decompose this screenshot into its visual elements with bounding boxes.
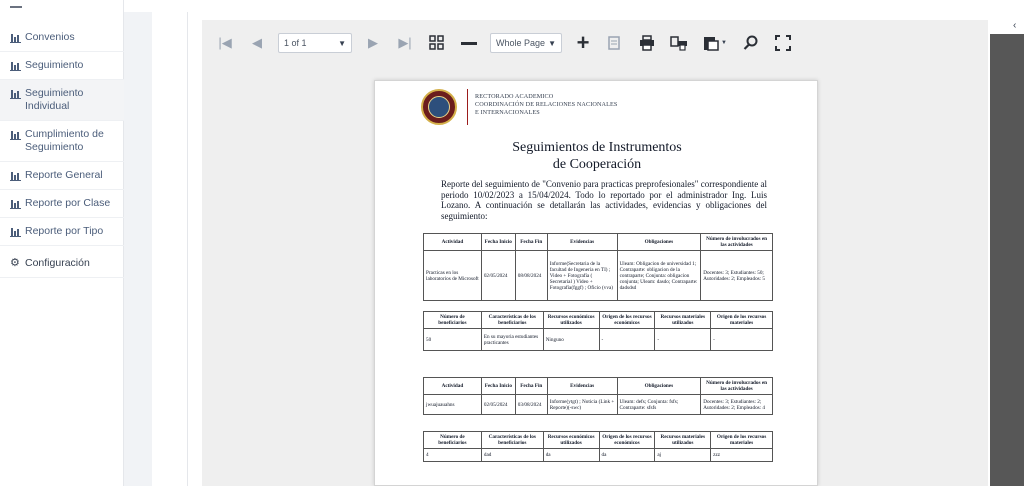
fullscreen-icon[interactable] (772, 32, 794, 54)
divider (187, 12, 188, 486)
document-title (375, 139, 819, 173)
menu-icon[interactable] (10, 6, 22, 8)
sidebar-item-reporte-tipo[interactable] (0, 218, 124, 246)
header-line: RECTORADO ACADEMICO (475, 93, 554, 100)
table-cell: da (599, 449, 655, 462)
bar-chart-icon (10, 170, 21, 181)
print-icon[interactable] (636, 32, 658, 54)
right-panel-header (990, 0, 1024, 34)
bar-chart-icon (10, 32, 21, 43)
table-cell: Uleam: Obligacion de universidad 1; Contraparte: obligacion de la contraparte; Conjunta: obligacion conjunta; Uleam: dasdo; Contraparte: dadsdsd (617, 251, 701, 301)
gear-icon: ⚙ (10, 257, 20, 269)
table-cell: Informe(Secretaria de la facultad de Ingeneria en TI) ; Video + Fotografía ( Secretarial ) Video + Fotografía(fggf) ; Oficio (vva) (547, 251, 617, 301)
sidebar-item-label: Seguimiento (25, 59, 84, 71)
column-header: Obligaciones (617, 378, 701, 395)
table-cell: jwuajuauahns (424, 395, 482, 415)
column-header: Número de beneficiarios (424, 432, 482, 449)
bar-chart-icon (10, 88, 21, 99)
column-header: Número de beneficiarios (424, 312, 482, 329)
sidebar-item-label: Seguimiento Individual (25, 87, 84, 112)
page-thumbnails-icon[interactable] (426, 32, 448, 54)
zoom-out-icon[interactable] (458, 32, 480, 54)
column-header: Evidencias (547, 234, 617, 251)
column-header: Origen de los recursos económicos (599, 312, 655, 329)
table-header-row (424, 234, 773, 251)
table-cell: Docentes: 3; Estudiantes: 50; Autoridades: 2; Empleados: 5 (701, 251, 773, 301)
column-header: Número de involucrados en las actividades (701, 378, 773, 395)
page-select[interactable] (278, 33, 352, 53)
title-line: Seguimientos de Instrumentos (512, 140, 682, 155)
sidebar-item-label: Configuración (25, 257, 90, 269)
beneficiaries-table (423, 431, 773, 462)
zoom-select-value: Whole Page (496, 38, 546, 48)
table-cell: 4 (424, 449, 482, 462)
header-line: COORDINACIÓN DE RELACIONES NACIONALES (475, 101, 618, 108)
table-cell: 02/05/2024 (481, 251, 515, 301)
table-header-row (424, 312, 773, 329)
column-header: Recursos económicos utilizados (543, 312, 599, 329)
sidebar-item-label: Reporte por Clase (25, 197, 111, 209)
column-header: Actividad (424, 234, 482, 251)
table-cell: zzz (711, 449, 773, 462)
sidebar-item-label: Reporte por Tipo (25, 225, 104, 237)
table-cell: En su mayoria estudiantes practicantes (481, 329, 543, 351)
sidebar-item-reporte-clase[interactable] (0, 190, 124, 218)
column-header: Fecha Inicio (481, 378, 515, 395)
zoom-in-icon[interactable]: + (576, 30, 590, 55)
column-header: Origen de los recursos económicos (599, 432, 655, 449)
sidebar-item-label: Convenios (25, 31, 75, 43)
last-page-icon[interactable]: ▶| (398, 35, 412, 50)
table-cell: Informe(ytgt) ; Noticia (Link + Reporte)(-swc) (547, 395, 617, 415)
first-page-icon[interactable]: |◀ (218, 35, 232, 50)
viewer-toolbar (202, 20, 988, 66)
table-header-row (424, 378, 773, 395)
column-header: Recursos materiales utilizados (655, 432, 711, 449)
sidebar-item-cumplimiento[interactable] (0, 121, 124, 162)
sidebar-item-seguimiento-individual[interactable] (0, 80, 124, 121)
table-row (424, 395, 773, 415)
title-line: de Cooperación (552, 157, 642, 172)
report-viewer (202, 20, 988, 486)
column-header: Fecha Fin (515, 378, 547, 395)
sidebar-item-convenios[interactable] (0, 24, 124, 52)
bar-chart-icon (10, 198, 21, 209)
table-cell: - (599, 329, 655, 351)
table-cell: - (655, 329, 711, 351)
zoom-select[interactable] (490, 33, 562, 53)
search-icon[interactable] (740, 32, 762, 54)
table-cell: - (711, 329, 773, 351)
column-header: Fecha Fin (515, 234, 547, 251)
activity-table (423, 377, 773, 415)
prev-page-icon[interactable]: ◀ (252, 35, 262, 50)
sidebar-nav (0, 24, 124, 278)
bar-chart-icon (10, 60, 21, 71)
table-cell: Ninguno (543, 329, 599, 351)
export-icon[interactable] (700, 32, 730, 54)
table-cell: 02/05/2024 (481, 395, 515, 415)
column-header: Fecha Inicio (481, 234, 515, 251)
header-divider (467, 89, 468, 125)
right-scroll-panel[interactable] (990, 34, 1024, 486)
sidebar-item-seguimiento[interactable] (0, 52, 124, 80)
content-gutter (124, 12, 152, 486)
page-select-value: 1 of 1 (284, 38, 307, 48)
sidebar-item-reporte-general[interactable] (0, 162, 124, 190)
table-cell: da (543, 449, 599, 462)
chevron-left-icon[interactable]: ‹ (1013, 20, 1017, 31)
chevron-down-icon: ▼ (338, 38, 346, 48)
column-header: Recursos económicos utilizados (543, 432, 599, 449)
column-header: Origen de los recursos materiales (711, 432, 773, 449)
table-cell: aj (655, 449, 711, 462)
column-header: Actividad (424, 378, 482, 395)
column-header: Recursos materiales utilizados (655, 312, 711, 329)
table-cell: dad (481, 449, 543, 462)
table-cell: 08/08/2024 (515, 251, 547, 301)
next-page-icon[interactable]: ▶ (368, 35, 378, 50)
university-seal-logo (421, 89, 457, 125)
column-header: Origen de los recursos materiales (711, 312, 773, 329)
print-document-icon[interactable] (668, 32, 690, 54)
column-header: Obligaciones (617, 234, 701, 251)
sidebar-item-label: Reporte General (25, 169, 103, 181)
table-cell: 50 (424, 329, 482, 351)
table-header-row (424, 432, 773, 449)
table-cell: 03/08/2024 (515, 395, 547, 415)
edit-report-icon[interactable] (604, 32, 626, 54)
bar-chart-icon (10, 129, 21, 140)
header-line: E INTERNACIONALES (475, 109, 540, 116)
bar-chart-icon (10, 226, 21, 237)
column-header: Características de los beneficiarios (481, 432, 543, 449)
table-row (424, 329, 773, 351)
document-paragraph: Reporte del seguimiento de "Convenio para practicas preprofesionales" correspondiente al periodo 10/02/2023 a 15/04/2024. Todo lo reportado por el administrador Ing. Luis Lozano. A continuación se detallarán las actividades, evidencias y obligaciones del seguimiento: (441, 179, 767, 221)
table-cell: Uleam: defs; Conjunta: fsfs; Contraparte: sfsfs (617, 395, 701, 415)
report-page (374, 80, 818, 486)
column-header: Evidencias (547, 378, 617, 395)
table-row (424, 251, 773, 301)
document-header (475, 93, 617, 117)
table-row (424, 449, 773, 462)
column-header: Número de involucrados en las actividades (701, 234, 773, 251)
table-cell: Docentes: 3; Estudiantes: 2; Autoridades: 2; Empleados: 4 (701, 395, 773, 415)
sidebar-item-label: Cumplimiento de Seguimiento (25, 128, 104, 153)
sidebar-item-configuracion[interactable] (0, 250, 124, 278)
activity-table (423, 233, 773, 301)
beneficiaries-table (423, 311, 773, 351)
chevron-down-icon: ▼ (721, 40, 727, 46)
chevron-down-icon: ▼ (548, 38, 556, 48)
sidebar (0, 0, 124, 486)
table-cell: Practicas en los laboratorios de Microsoft (424, 251, 482, 301)
column-header: Características de los beneficiarios (481, 312, 543, 329)
